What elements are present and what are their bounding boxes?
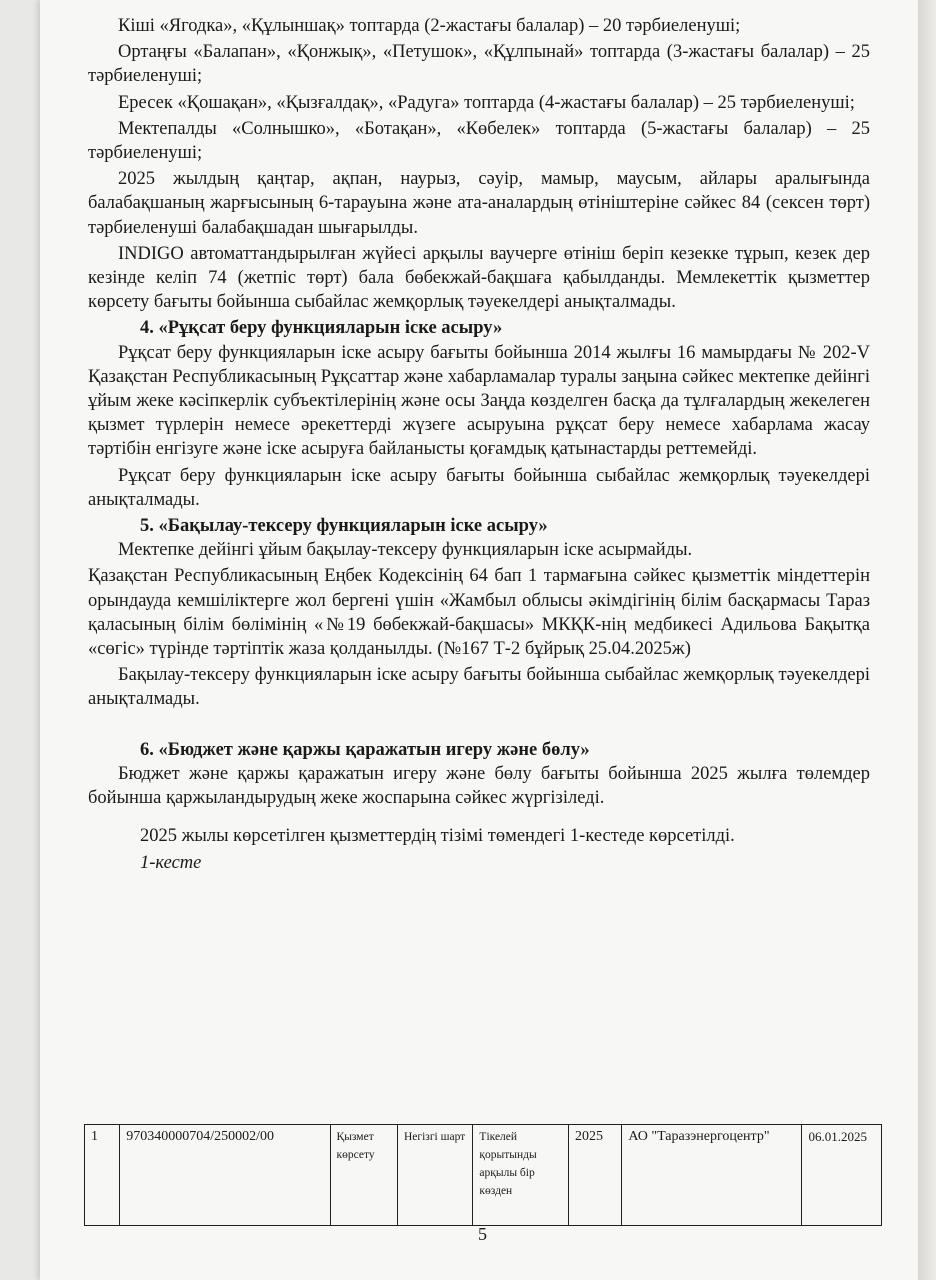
paragraph-permits-risk: Рұқсат беру функцияларын іске асыру бағыты бойынша сыбайлас жемқорлық тәуекелдері анықталмады.: [88, 465, 870, 510]
heading-section-5: 5. «Бақылау-тексеру функцияларын іске асыру»: [140, 516, 548, 537]
cell-method: Тікелей қорытынды арқылы бір көзден: [473, 1125, 569, 1226]
cell-year: 2025: [569, 1125, 622, 1226]
cell-date: 06.01.2025: [802, 1125, 882, 1226]
paragraph-junior-groups: Кіші «Ягодка», «Құлыншақ» топтарда (2-жастағы балалар) – 20 тәрбиеленуші;: [118, 16, 741, 36]
cell-supplier: АО "Таразэнергоцентр": [622, 1125, 802, 1226]
paragraph-indigo: INDIGO автоматтандырылған жүйесі арқылы ваучерге өтініш беріп кезекке тұрып, кезек дер кезінде келіп 74 (жетпіс төрт) бала бөбекжай-бақшаға қабылданды. Мемлекеттік қызметтер көрсету бағыты бойынша сыбайлас жемқорлық тәуекелдері анықталмады.: [88, 243, 870, 313]
cell-basis: Негізгі шарт: [397, 1125, 472, 1226]
services-table: [84, 1124, 882, 1226]
paragraph-expelled: 2025 жылдың қаңтар, ақпан, наурыз, сәуір, мамыр, маусым, айлары аралығында балабақшаның жарғысының 6-тарауына және ата-аналардың өтініштеріне сәйкес 84 (сексен төрт) тәрбиеленуші балабақшадан шығарылды.: [88, 169, 870, 238]
table-caption: 1-кесте: [140, 852, 202, 873]
cell-code: 970340000704/250002/00: [120, 1125, 330, 1226]
document-body: [88, 14, 870, 893]
heading-section-6: 6. «Бюджет және қаржы қаражатын игеру және бөлу»: [140, 739, 590, 760]
paragraph-services-list: 2025 жылы көрсетілген қызметтердің тізімі төмендегі 1-кестеде көрсетілді.: [140, 826, 735, 847]
paragraph-control-risk: Бақылау-тексеру функцияларын іске асыру бағыты бойынша сыбайлас жемқорлық тәуекелдері анықталмады.: [88, 665, 870, 710]
paragraph-senior-groups: Ересек «Қошақан», «Қызғалдақ», «Радуга» топтарда (4-жастағы балалар) – 25 тәрбиеленуші;: [118, 92, 855, 113]
page-edge: [918, 0, 936, 1280]
cell-type: Қызмет көрсету: [330, 1125, 397, 1226]
paragraph-permits: Рұқсат беру функцияларын іске асыру бағыты бойынша 2014 жылғы 16 мамырдағы № 202-V Қазақстан Республикасының Рұқсаттар және хабарламалар туралы заңына сәйкес мектепке дейінгі ұйым жеке кәсіпкерлік субъектілерінің және осы Заңда көзделген басқа да тұлғалардың жекелеген қызмет түрлерін немесе әрекеттерді жүзеге асыруына рұқсат беру немесе хабарлама жасау тәртібін енгізуге және іске асыруға байланысты қоғамдық қатынастарды реттемейді.: [88, 342, 870, 460]
paragraph-preschool-groups: Мектепалды «Солнышко», «Ботақан», «Көбелек» топтарда (5-жастағы балалар) – 25 тәрбиеленуші;: [88, 118, 870, 164]
cell-number: 1: [85, 1125, 120, 1226]
paragraph-labor-code: Қазақстан Республикасының Еңбек Кодексінің 64 бап 1 тармағына сәйкес қызметтік міндеттерін орындауда кемшіліктерге жол бергені үшін «Жамбыл облысы әкімдігінің білім басқармасы Тараз қаласының білім бөлімінің «№19 бөбекжай-бақшасы» МКҚК-нің медбикесі Адильова Бақытқа «сөгіс» түрінде тәртіптік жаза қолданылды. (№167 Т-2 бұйрық 25.04.2025ж): [88, 566, 870, 660]
paragraph-budget: Бюджет және қаржы қаражатын игеру және бөлу бағыты бойынша 2025 жылға төлемдер бойынша қаржыландырудың жеке жоспарына сәйкес жүргізіледі.: [88, 763, 870, 809]
paragraph-control: Мектепке дейінгі ұйым бақылау-тексеру функцияларын іске асырмайды.: [118, 540, 693, 561]
paragraph-middle-groups: Ортаңғы «Балапан», «Қонжық», «Петушок», «Құлпынай» топтарда (3-жастағы балалар) – 25 тәрбиеленуші;: [88, 42, 870, 87]
page-number: 5: [478, 1224, 487, 1244]
table-row: [85, 1125, 882, 1226]
heading-section-4: 4. «Рұқсат беру функцияларын іске асыру»: [140, 318, 503, 339]
